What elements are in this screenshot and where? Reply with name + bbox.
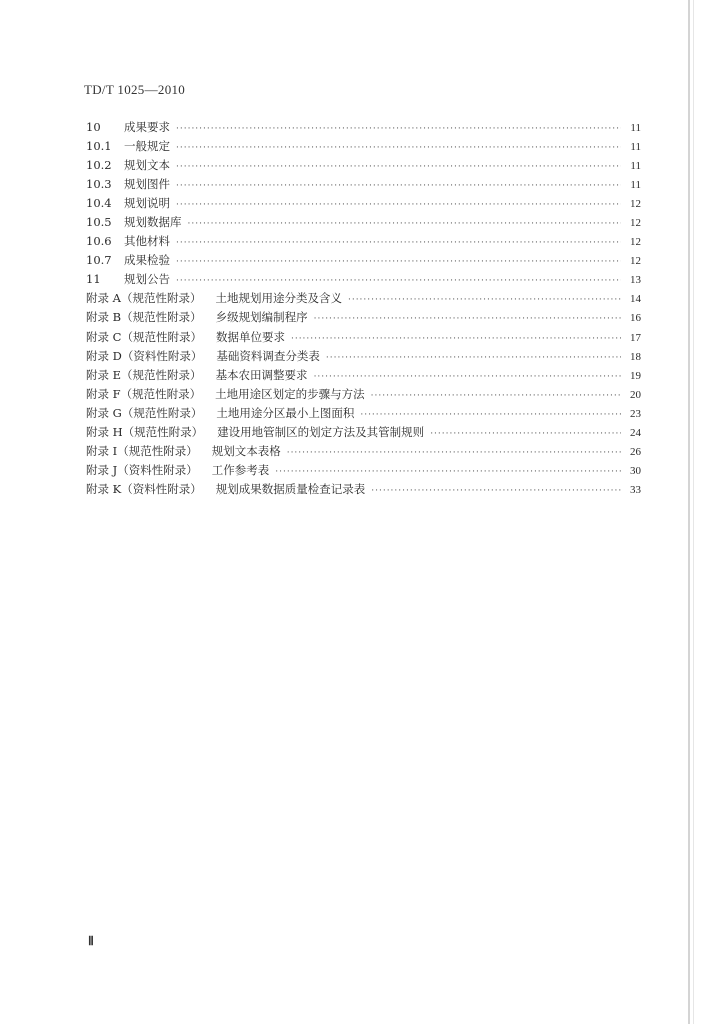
toc-leader-dots — [314, 310, 621, 329]
toc-entry-title: 规划数据库 — [124, 215, 182, 230]
page-number: Ⅱ — [88, 934, 94, 948]
toc-entry-page: 11 — [630, 160, 641, 173]
toc-entry-title: 基础资料调查分类表 — [216, 348, 320, 363]
toc-entry-number: 附录 K（资料性附录） — [86, 481, 202, 496]
toc-leader-dots — [430, 425, 621, 444]
toc-entry-page: 24 — [630, 426, 641, 439]
toc-entry-page: 17 — [630, 331, 641, 344]
toc-entry[interactable] — [86, 156, 641, 175]
toc-entry-title: 乡级规划编制程序 — [215, 310, 308, 325]
toc-leader-dots — [326, 349, 621, 368]
toc-entry-number: 附录 F（规范性附录） — [86, 386, 202, 401]
toc-entry-title: 数据单位要求 — [215, 329, 285, 344]
toc-entry[interactable] — [86, 442, 641, 461]
toc-entry-title: 规划图件 — [124, 177, 170, 192]
toc-entry[interactable] — [86, 289, 641, 308]
toc-entry-title: 其他材料 — [124, 234, 170, 249]
toc-entry[interactable] — [86, 347, 641, 366]
toc-entry-number: 10.2 — [86, 158, 112, 173]
toc-leader-dots — [348, 291, 621, 310]
toc-leader-dots — [176, 196, 621, 215]
toc-entry-number: 附录 A（规范性附录） — [86, 291, 202, 306]
toc-leader-dots — [371, 482, 621, 501]
toc-entry-number: 附录 H（规范性附录） — [86, 424, 204, 439]
page-edge-inner — [693, 0, 694, 1024]
toc-entry-number: 附录 G（规范性附录） — [86, 405, 203, 420]
toc-entry-page: 20 — [630, 388, 641, 401]
toc-entry-title: 建设用地管制区的划定方法及其管制规则 — [217, 424, 425, 439]
toc-entry-title: 规划成果数据质量检查记录表 — [215, 481, 366, 496]
toc-leader-dots — [287, 444, 621, 463]
toc-entry-number: 附录 J（资料性附录） — [86, 462, 198, 477]
toc-entry-page: 13 — [630, 274, 641, 287]
toc-entry-page: 12 — [630, 198, 641, 211]
toc-entry[interactable] — [86, 251, 641, 270]
toc-entry-title: 基本农田调整要求 — [215, 367, 308, 382]
toc-entry[interactable] — [86, 175, 641, 194]
toc-entry-title: 成果检验 — [124, 253, 170, 268]
toc-entry-number: 10.3 — [86, 177, 112, 192]
toc-entry-page: 16 — [630, 312, 641, 325]
toc-entry-title: 规划说明 — [124, 196, 170, 211]
toc-entry-page: 12 — [630, 255, 641, 268]
toc-entry-page: 33 — [630, 483, 641, 496]
document-code: TD/T 1025—2010 — [84, 82, 186, 97]
toc-entry-title: 成果要求 — [124, 120, 170, 134]
toc-entry-page: 12 — [630, 236, 641, 249]
toc-leader-dots — [176, 177, 621, 196]
toc-entry-number: 附录 D（资料性附录） — [86, 348, 203, 363]
toc-entry-page: 26 — [630, 445, 641, 458]
page-edge — [688, 0, 690, 1024]
toc-entry-number: 10 — [86, 120, 101, 134]
toc-entry-number: 附录 B（规范性附录） — [86, 310, 202, 325]
toc-entry[interactable] — [86, 328, 641, 347]
toc-entry[interactable] — [86, 423, 641, 442]
toc-entry-title: 规划文本表格 — [211, 443, 281, 458]
toc-entry-number: 附录 C（规范性附录） — [86, 329, 202, 344]
toc-entry-number: 10.1 — [86, 139, 112, 154]
toc-entry[interactable] — [86, 404, 641, 423]
toc-entry[interactable] — [86, 366, 641, 385]
toc-entry-page: 30 — [630, 464, 641, 477]
toc-leader-dots — [176, 139, 621, 158]
toc-leader-dots — [176, 253, 621, 272]
toc-entry-number: 附录 E（规范性附录） — [86, 367, 202, 382]
toc-entry-number: 10.7 — [86, 253, 112, 268]
toc-entry-page: 11 — [630, 122, 641, 134]
toc-leader-dots — [371, 387, 621, 406]
toc-entry[interactable] — [86, 213, 641, 232]
toc-entry-page: 23 — [630, 407, 641, 420]
toc-entry-title: 土地用途区划定的步骤与方法 — [215, 386, 365, 401]
toc-entry-page: 14 — [630, 293, 641, 306]
toc-entry-title: 工作参考表 — [211, 462, 270, 477]
toc-entry-number: 10.4 — [86, 196, 112, 211]
toc-entry-number: 10.6 — [86, 234, 112, 249]
toc-entry[interactable] — [86, 461, 641, 480]
toc-entry-number: 11 — [86, 272, 101, 287]
table-of-contents — [86, 118, 641, 499]
toc-entry[interactable] — [86, 137, 641, 156]
toc-entry[interactable] — [86, 232, 641, 251]
toc-entry-page: 11 — [630, 141, 641, 154]
toc-entry-title: 规划文本 — [124, 158, 170, 173]
toc-entry-title: 土地用途分区最小上图面积 — [216, 405, 355, 420]
toc-leader-dots — [176, 234, 621, 253]
toc-entry-page: 18 — [630, 350, 641, 363]
toc-entry[interactable] — [86, 385, 641, 404]
toc-entry[interactable] — [86, 194, 641, 213]
toc-entry-title: 土地规划用途分类及含义 — [215, 291, 342, 306]
toc-entry-page: 12 — [630, 217, 641, 230]
toc-entry-page: 19 — [630, 369, 641, 382]
toc-entry[interactable] — [86, 308, 641, 327]
toc-entry-page: 11 — [630, 179, 641, 192]
toc-entry[interactable] — [86, 480, 641, 499]
toc-entry[interactable] — [86, 118, 641, 137]
toc-entry-number: 附录 I（规范性附录） — [86, 443, 198, 458]
toc-leader-dots — [291, 330, 621, 349]
toc-leader-dots — [176, 120, 621, 139]
toc-leader-dots — [176, 158, 621, 177]
toc-entry[interactable] — [86, 270, 641, 289]
toc-entry-title: 规划公告 — [124, 272, 170, 287]
toc-leader-dots — [188, 215, 622, 234]
toc-entry-number: 10.5 — [86, 215, 112, 230]
toc-entry-title: 一般规定 — [124, 139, 170, 154]
